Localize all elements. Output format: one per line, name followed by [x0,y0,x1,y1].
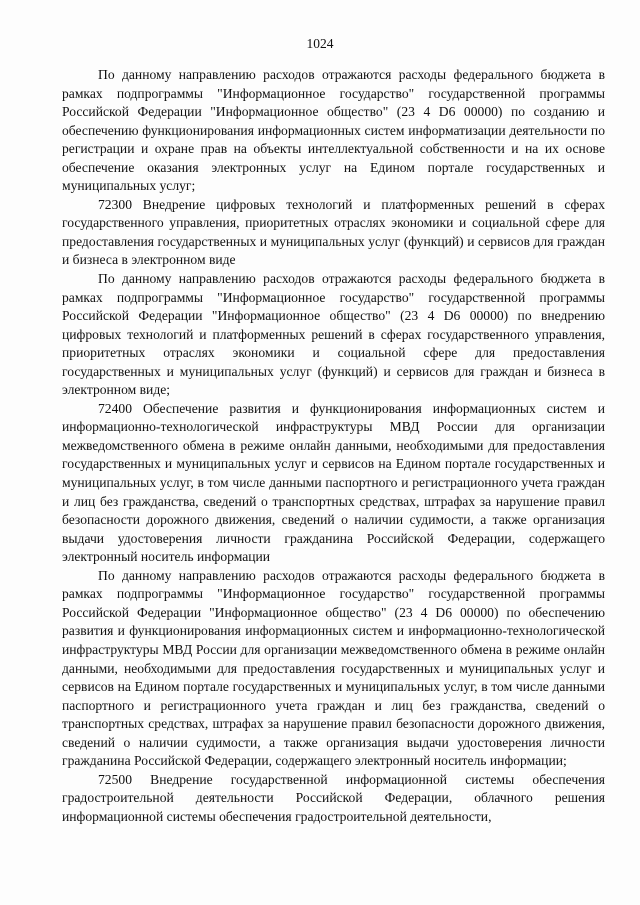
paragraph-expenses-intellectual-property: По данному направлению расходов отражаются расходы федерального бюджета в рамках подпрограммы "Информационное государство" государственной программы Российской Федерации "Информационное общество" (23 4 D6 00000) по созданию и обеспечению функционирования информационных систем информатизации деятельности по регистрации и охране прав на объекты интеллектуальной собственности и на их основе обеспечение оказания электронных услуг на Едином портале государственных и муниципальных услуг; [62,67,605,194]
paragraph-code-72400: 72400 Обеспечение развития и функционирования информационных систем и информационно-технологической инфраструктуры МВД России для организации межведомственного обмена в режиме онлайн данными, необходимыми для предоставления государственных и муниципальных услуг и сервисов на Едином портале государственных и муниципальных услуг, в том числе данными паспортного и регистрационного учета граждан и лиц без гражданства, сведений о транспортных средствах, штрафах за нарушение правил безопасности дорожного движения, сведений о наличии судимости, а также организация выдачи удостоверения личности гражданина Российской Федерации, содержащего электронный носитель информации [62,400,605,565]
paragraph-code-72500: 72500 Внедрение государственной информационной системы обеспечения градостроительной деятельности Российской Федерации, облачного решения информационной системы обеспечения градостроительной деятельности, [62,771,605,824]
document-body [62,66,605,826]
page-number: 1024 [306,36,334,51]
paragraph-expenses-digital-technologies: По данному направлению расходов отражаются расходы федерального бюджета в рамках подпрограммы "Информационное государство" государственной программы Российской Федерации "Информационное общество" (23 4 D6 00000) по внедрению цифровых технологий и платформенных решений в сферах государственного управления, приоритетных отраслях экономики и социальной сфере для предоставления государственных и муниципальных услуг (функций) и сервисов для граждан и бизнеса в электронном виде; [62,271,605,398]
paragraph-expenses-mvd-systems: По данному направлению расходов отражаются расходы федерального бюджета в рамках подпрограммы "Информационное государство" государственной программы Российской Федерации "Информационное общество" (23 4 D6 00000) по обеспечению развития и функционирования информационных систем и информационно-технологической инфраструктуры МВД России для организации межведомственного обмена в режиме онлайн данными, необходимыми для предоставления государственных и муниципальных услуг и сервисов на Едином портале государственных и муниципальных услуг, в том числе данными паспортного и регистрационного учета граждан и лиц без гражданства, сведений о транспортных средствах, штрафах за нарушение правил безопасности дорожного движения, сведений о наличии судимости, а также организация выдачи удостоверения личности гражданина Российской Федерации, содержащего электронный носитель информации; [62,567,605,769]
paragraph-code-72300: 72300 Внедрение цифровых технологий и платформенных решений в сферах государственного управления, приоритетных отраслях экономики и социальной сфере для предоставления государственных и муниципальных услуг (функций) и сервисов для граждан и бизнеса в электронном виде [62,196,605,268]
